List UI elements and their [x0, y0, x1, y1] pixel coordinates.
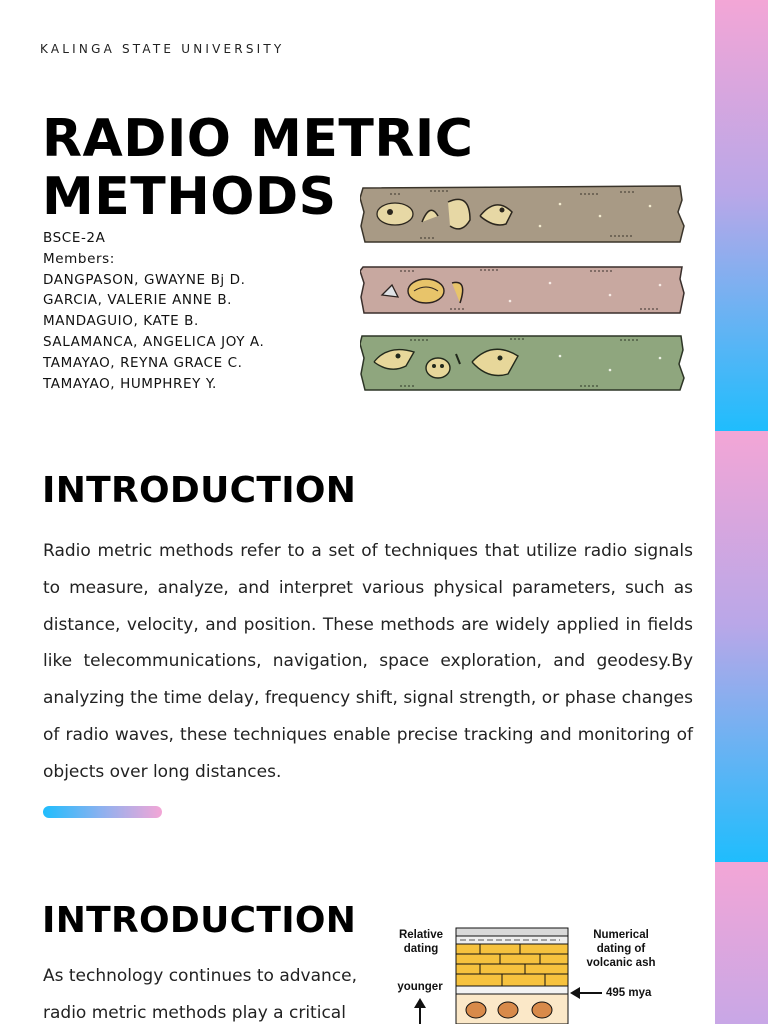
title-line: RADIO METRIC	[42, 109, 474, 169]
section-heading-introduction-2: INTRODUCTION	[42, 900, 357, 941]
title-line: METHODS	[42, 167, 337, 227]
fossil-band-bottom	[360, 332, 686, 392]
member-name: DANGPASON, GWAYNE Bj D.	[43, 271, 246, 288]
members-label: Members:	[43, 250, 115, 267]
numerical-dating-label: Numerical dating of volcanic ash	[586, 929, 656, 969]
fossil-band-top	[360, 182, 686, 246]
members-list	[43, 228, 264, 394]
gradient-divider	[43, 806, 162, 818]
member-name: TAMAYAO, HUMPHREY Y.	[43, 375, 217, 392]
side-gradient-strip	[715, 431, 768, 862]
dating-diagram	[390, 922, 690, 1024]
section-code: BSCE-2A	[43, 230, 106, 246]
section-heading-introduction: INTRODUCTION	[42, 470, 357, 511]
side-gradient-strip	[715, 862, 768, 1024]
introduction-paragraph-2: As technology continues to advance, radio metric methods play a critical	[43, 966, 358, 1023]
relative-dating-label: Relative dating	[398, 929, 444, 955]
member-name: SALAMANCA, ANGELICA JOY A.	[43, 333, 265, 350]
member-name: GARCIA, VALERIE ANNE B.	[43, 292, 233, 309]
member-name: TAMAYAO, REYNA GRACE C.	[43, 354, 243, 371]
introduction-paragraph: Radio metric methods refer to a set of techniques that utilize radio signals to measure, analyze, and interpret various physical parameters, such as distance, velocity, and position. These methods are widely applied in fields like telecommunications, navigation, space exploration, and geodesy.By analyzing the time delay, frequency shift, signal strength, or phase changes of radio waves, these techniques enable precise tracking and monitoring of objects over long distances.	[43, 541, 693, 782]
member-name: MANDAGUIO, KATE B.	[43, 313, 199, 330]
age-label: 495 mya	[606, 987, 652, 999]
fossil-band-middle	[360, 263, 686, 317]
younger-label: younger	[397, 981, 443, 993]
university-name: KALINGA STATE UNIVERSITY	[40, 42, 285, 56]
side-gradient-strip	[715, 0, 768, 431]
